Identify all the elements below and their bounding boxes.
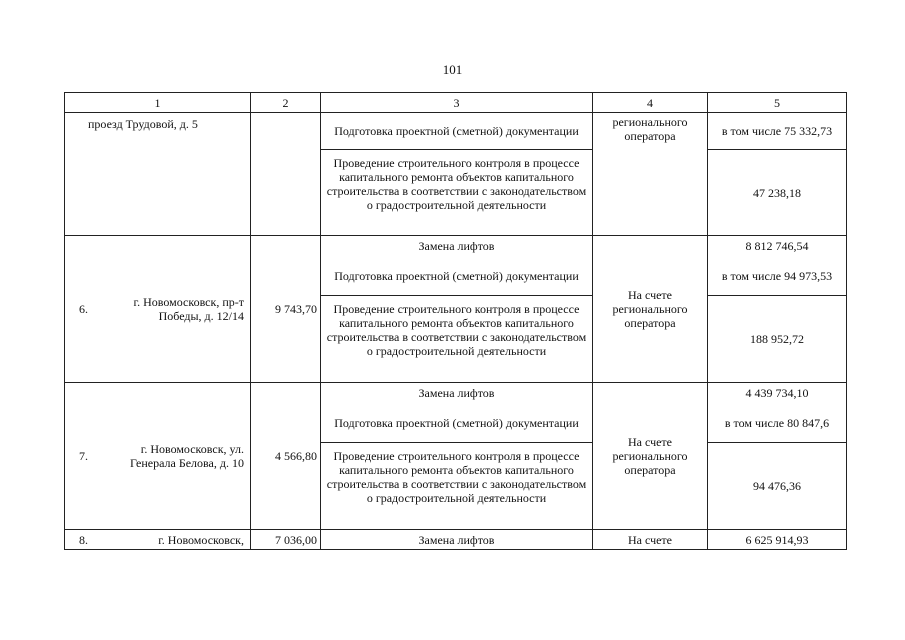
work-lift: Замена лифтов (418, 239, 495, 253)
address-text: проезд Трудовой, д. 5 (88, 117, 198, 131)
capital-repair-table (64, 92, 847, 550)
account-cell: регионального оператора (593, 113, 708, 236)
header-cell: 4 (593, 93, 708, 113)
sum-total: 6 625 914,93 (708, 530, 847, 550)
work-design: Подготовка проектной (сметной) документации (334, 416, 579, 430)
sum-design: в том числе 94 973,53 (721, 269, 833, 283)
work-design: Подготовка проектной (сметной) документации (321, 113, 593, 150)
account-cell: На счете (593, 530, 708, 550)
sum-design: в том числе 75 332,73 (708, 113, 847, 150)
table-row (65, 383, 847, 443)
page-number: 101 (442, 62, 463, 77)
work-control: Проведение строительного контроля в процессе капитального ремонта объектов капитального строительства в соответствии с законодательством о градостроительной деятельности (321, 296, 593, 383)
row-number: 6. (79, 302, 88, 316)
work-lift: Замена лифтов (418, 386, 495, 400)
work-control: Проведение строительного контроля в процессе капитального ремонта объектов капитального строительства в соответствии с законодательством о градостроительной деятельности (321, 443, 593, 530)
work-cell (321, 236, 593, 296)
area-cell: 9 743,70 (251, 236, 321, 383)
sum-control: 188 952,72 (708, 296, 847, 383)
work-lift: Замена лифтов (321, 530, 593, 550)
area-cell (251, 113, 321, 236)
row-number: 7. (79, 449, 88, 463)
sum-control: 47 238,18 (708, 150, 847, 236)
account-cell: На счете регионального оператора (593, 383, 708, 530)
address-cell (65, 383, 251, 530)
sum-total: 4 439 734,10 (745, 386, 809, 400)
header-cell: 5 (708, 93, 847, 113)
table-row (65, 236, 847, 296)
work-design: Подготовка проектной (сметной) документации (334, 269, 579, 283)
sum-design: в том числе 80 847,6 (724, 416, 830, 430)
sum-control: 94 476,36 (708, 443, 847, 530)
header-cell: 1 (65, 93, 251, 113)
address-cell (65, 236, 251, 383)
address-cell (65, 113, 251, 236)
header-cell: 3 (321, 93, 593, 113)
sum-cell (708, 383, 847, 443)
row-number: 8. (79, 532, 88, 547)
work-control: Проведение строительного контроля в процессе капитального ремонта объектов капитального строительства в соответствии с законодательством о градостроительной деятельности (321, 150, 593, 236)
account-cell: На счете регионального оператора (593, 236, 708, 383)
area-cell: 4 566,80 (251, 383, 321, 530)
address-text: г. Новомосковск, ул. Генерала Белова, д. 10 (130, 442, 244, 470)
address-text: г. Новомосковск, (158, 532, 244, 547)
sum-total: 8 812 746,54 (745, 239, 809, 253)
work-cell (321, 383, 593, 443)
address-text: г. Новомосковск, пр-т Победы, д. 12/14 (133, 295, 244, 323)
area-cell: 7 036,00 (251, 530, 321, 550)
table-row (65, 530, 847, 550)
sum-cell (708, 236, 847, 296)
header-row (65, 93, 847, 113)
header-cell: 2 (251, 93, 321, 113)
table-row (65, 113, 847, 150)
address-cell (65, 530, 251, 550)
